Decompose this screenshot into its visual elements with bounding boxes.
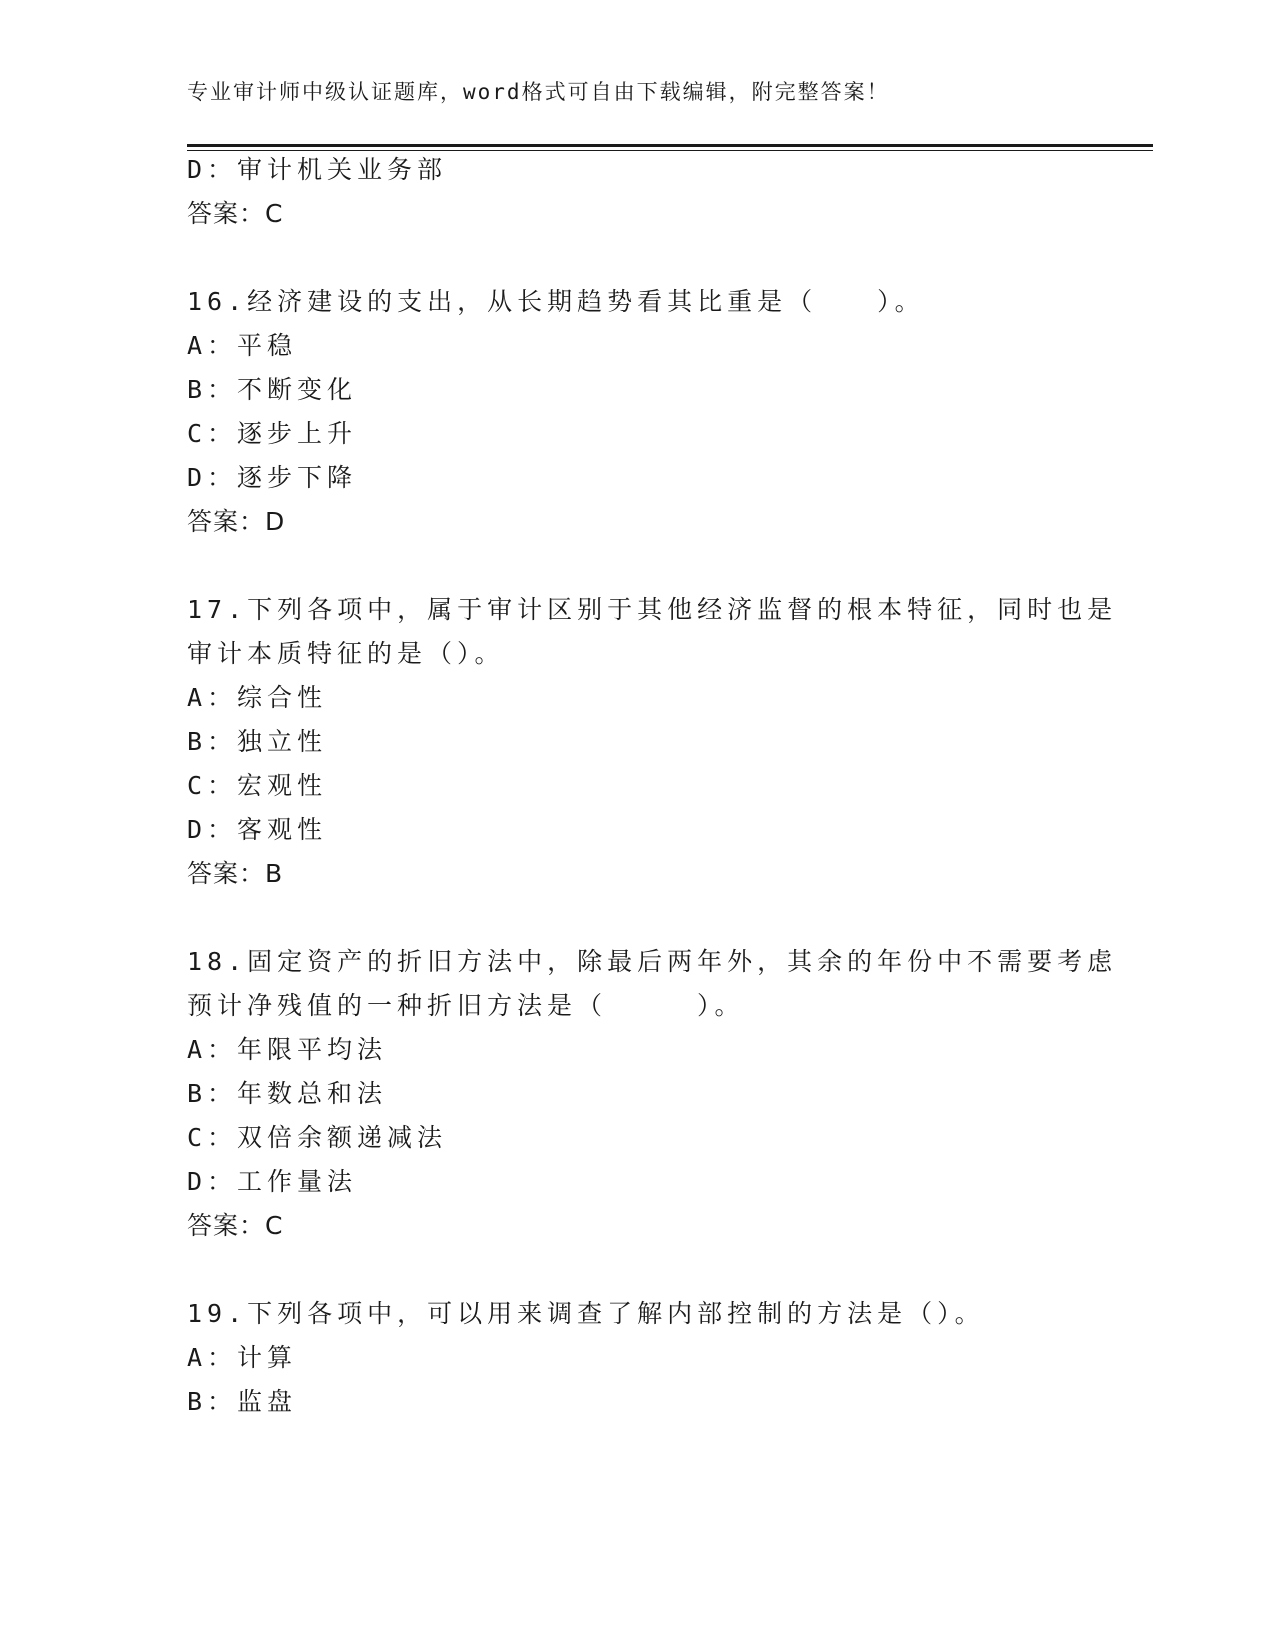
q17-option-b: B：独立性 [187,727,328,756]
q16-stem: 16.经济建设的支出，从长期趋势看其比重是（ ）。 [187,287,925,316]
prev-answer: 答案：C [187,199,284,228]
header-divider-thin [187,150,1153,151]
q17-answer: 答案：B [187,859,284,888]
q18-stem-line2: 预计净残值的一种折旧方法是（ ）。 [187,991,745,1020]
q17-option-a: A：综合性 [187,683,328,712]
q19-stem: 19.下列各项中，可以用来调查了解内部控制的方法是（）。 [187,1299,985,1328]
q17-stem-line1: 17.下列各项中，属于审计区别于其他经济监督的根本特征，同时也是 [187,595,1118,624]
q16-answer: 答案：D [187,507,286,536]
q19-option-b: B：监盘 [187,1387,298,1416]
q17-stem-line2: 审计本质特征的是（）。 [187,639,505,668]
q16-option-b: B：不断变化 [187,375,358,404]
header-divider-thick [187,144,1153,147]
q16-option-a: A：平稳 [187,331,298,360]
q19-option-a: A：计算 [187,1343,298,1372]
document-header: 专业审计师中级认证题库，word格式可自由下载编辑，附完整答案！ [187,80,890,104]
q18-option-a: A：年限平均法 [187,1035,388,1064]
q18-option-b: B：年数总和法 [187,1079,388,1108]
q18-answer: 答案：C [187,1211,284,1240]
q16-option-c: C：逐步上升 [187,419,358,448]
q18-stem-line1: 18.固定资产的折旧方法中，除最后两年外，其余的年份中不需要考虑 [187,947,1118,976]
q18-option-d: D：工作量法 [187,1167,358,1196]
q17-option-d: D：客观性 [187,815,328,844]
q17-option-c: C：宏观性 [187,771,328,800]
q16-option-d: D：逐步下降 [187,463,358,492]
prev-option-d: D：审计机关业务部 [187,155,448,184]
q18-option-c: C：双倍余额递减法 [187,1123,448,1152]
